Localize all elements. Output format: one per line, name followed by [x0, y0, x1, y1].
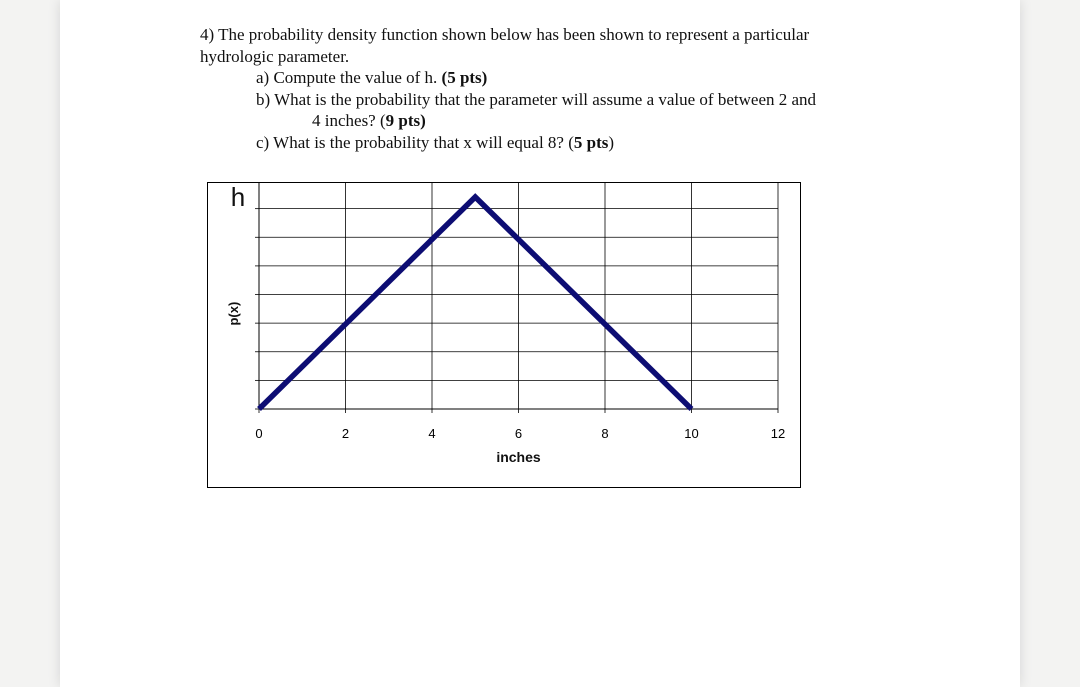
x-tick-label: 8 — [601, 426, 609, 441]
question-line-1: 4) The probability density function shown below has been shown to represent a particular — [200, 25, 810, 44]
pdf-series-line — [259, 197, 692, 409]
part-a-text: a) Compute the value of h. — [256, 68, 442, 87]
part-c-points: 5 pts — [573, 132, 609, 152]
part-c — [200, 132, 900, 154]
part-c-text: c) What is the probability that x will equal 8? ( — [256, 132, 574, 152]
x-tick-label: 4 — [428, 426, 436, 441]
question-line-2: hydrologic parameter. — [200, 46, 350, 66]
question-text — [200, 24, 900, 153]
pdf-chart — [207, 182, 801, 488]
part-a — [200, 67, 900, 89]
part-b-line-2 — [200, 110, 900, 132]
chart-svg — [208, 183, 800, 487]
part-c-close: ) — [608, 132, 615, 152]
part-b-points: 9 pts — [385, 111, 421, 130]
x-tick-label: 10 — [684, 426, 699, 441]
part-b-text2: 4 inches? ( — [312, 111, 386, 130]
y-axis-label: p(x) — [226, 301, 241, 326]
x-tick-label: 12 — [770, 426, 786, 441]
part-a-points: (5 pts) — [441, 68, 488, 87]
x-tick-label: 2 — [341, 426, 350, 441]
part-b-close: ) — [420, 111, 426, 130]
x-axis-label: inches — [496, 449, 541, 465]
x-tick-label: 6 — [514, 426, 523, 441]
x-tick-label: 0 — [255, 426, 263, 441]
y-peak-label: h — [230, 183, 246, 212]
document-page — [60, 0, 1020, 687]
part-b-line-1: b) What is the probability that the parameter will assume a value of between 2 and — [256, 89, 817, 109]
